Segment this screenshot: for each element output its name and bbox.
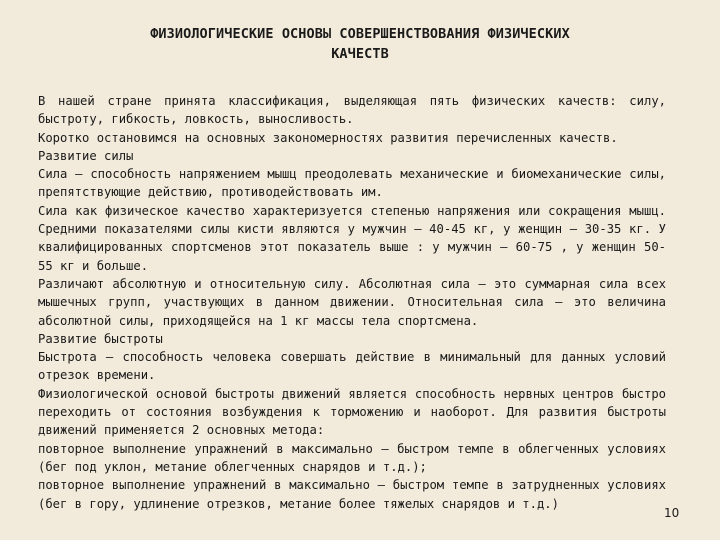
paragraph-strength-indicators: Сила как физическое качество характеризуется степенью напряжения или сокращения мышц. Средними показателями силы кисти являются у мужчин – 40-45 кг, у женщин – 30-35 кг. У квалифицированных спортсменов этот показатель выше : у мужчин – 60-75 , у женщин 50-55 кг и больше. xyxy=(38,203,666,273)
paragraph-method-1: повторное выполнение упражнений в максимально – быстром темпе в облегченных условиях (бег под уклон, метание облегченных снарядов и т.д.); xyxy=(38,441,666,474)
title-line-1: ФИЗИОЛОГИЧЕСКИЕ ОСНОВЫ СОВЕРШЕНСТВОВАНИЯ ФИЗИЧЕСКИХ xyxy=(150,26,570,42)
text-body xyxy=(38,92,666,513)
page-number: 10 xyxy=(664,506,680,520)
paragraph-speed-definition: Быстрота – способность человека совершать действие в минимальный для данных условий отрезок времени. xyxy=(38,350,666,383)
page-title xyxy=(40,24,680,64)
paragraph-overview: Коротко остановимся на основных закономерностях развития перечисленных качеств. xyxy=(38,130,618,145)
section-heading-strength: Развитие силы xyxy=(38,148,134,163)
paragraph-strength-definition: Сила – способность напряжением мышц преодолевать механические и биомеханические силы, препятствующие действию, противодействовать им. xyxy=(38,167,666,200)
section-heading-speed: Развитие быстроты xyxy=(38,331,163,346)
paragraph-method-2: повторное выполнение упражнений в максимально – быстром темпе в затрудненных условиях (бег в гору, удлинение отрезков, метание более тяжелых снарядов и т.д.) xyxy=(38,478,666,511)
paragraph-speed-basis: Физиологической основой быстроты движений является способность нервных центров быстро переходить от состояния возбуждения к торможению и наоборот. Для развития быстроты движений применяется 2 основных метода: xyxy=(38,386,666,438)
paragraph-intro: В нашей стране принята классификация, выделяющая пять физических качеств: силу, быстроту, гибкость, ловкость, выносливость. xyxy=(38,94,666,127)
paragraph-absolute-relative: Различают абсолютную и относительную силу. Абсолютная сила – это суммарная сила всех мышечных групп, участвующих в данном движении. Относительная сила – это величина абсолютной силы, приходящейся на 1 кг массы тела спортсмена. xyxy=(38,276,666,328)
title-line-2: КАЧЕСТВ xyxy=(331,46,389,62)
